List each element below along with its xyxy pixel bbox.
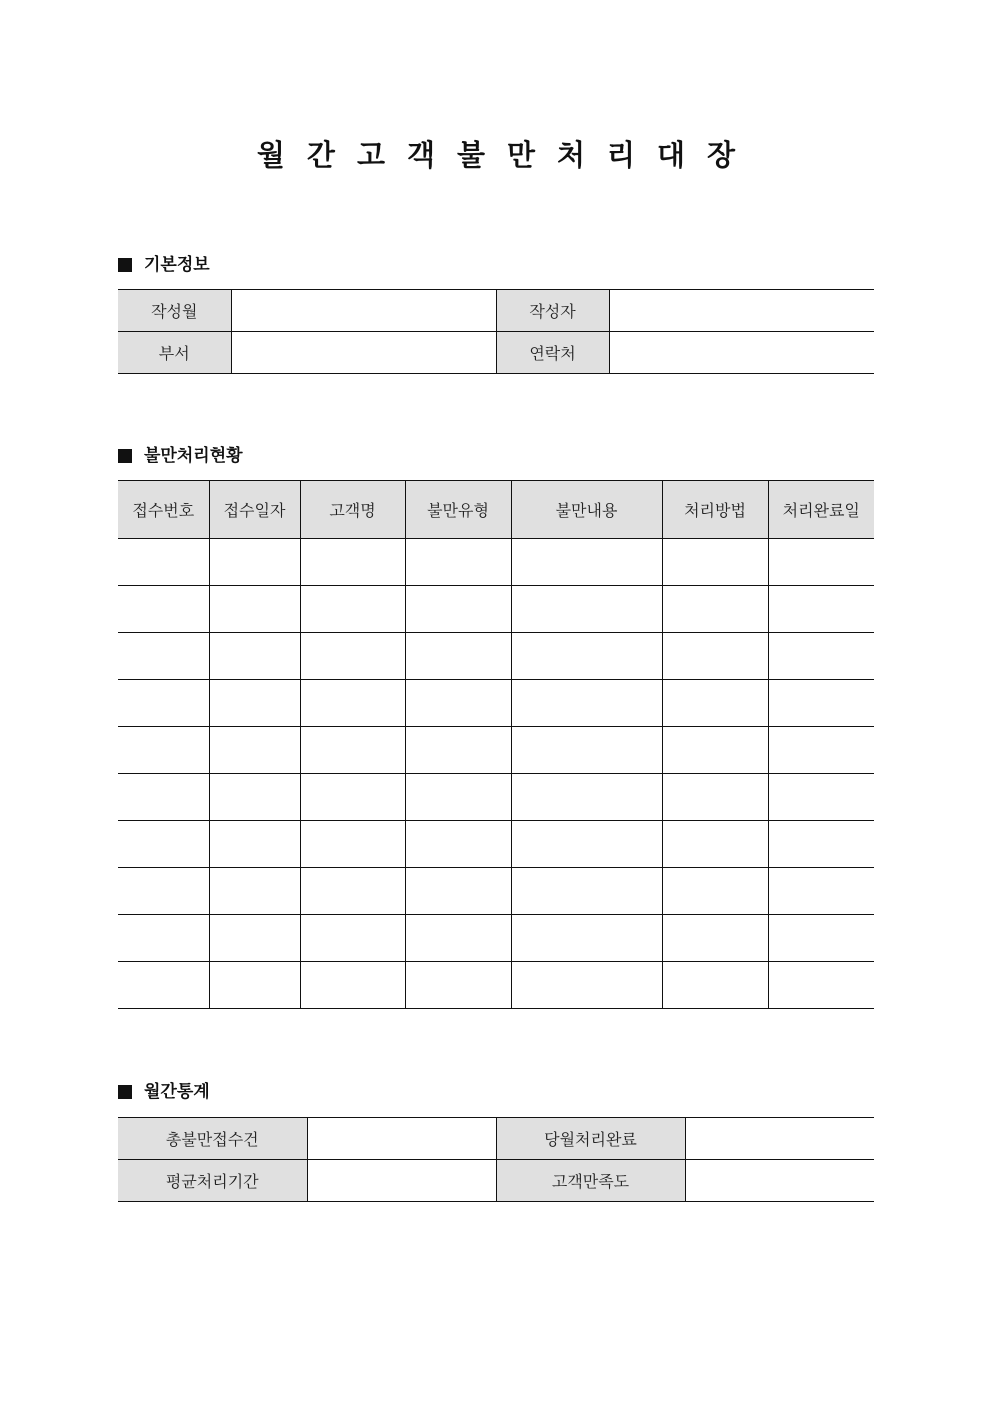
cell-receipt-date[interactable] <box>209 868 300 915</box>
table-row <box>118 290 874 332</box>
field-writing-month[interactable] <box>231 290 496 332</box>
cell-customer-name[interactable] <box>300 868 405 915</box>
square-bullet-icon <box>118 258 132 272</box>
label-cell-customer-satisfaction: 고객만족도 <box>496 1160 685 1202</box>
cell-receipt-no[interactable] <box>118 868 209 915</box>
cell-complaint-content[interactable] <box>511 774 662 821</box>
column-header-receipt-date: 접수일자 <box>209 481 300 539</box>
column-header-completion-date: 처리완료일 <box>768 481 874 539</box>
cell-completion-date[interactable] <box>768 539 874 586</box>
cell-complaint-type[interactable] <box>405 586 511 633</box>
cell-receipt-date[interactable] <box>209 633 300 680</box>
table-row <box>118 1118 874 1160</box>
cell-handling-method[interactable] <box>662 680 768 727</box>
cell-receipt-date[interactable] <box>209 586 300 633</box>
cell-completion-date[interactable] <box>768 868 874 915</box>
label-cell-contact: 연락처 <box>496 332 609 374</box>
cell-complaint-type[interactable] <box>405 962 511 1009</box>
cell-handling-method[interactable] <box>662 539 768 586</box>
column-header-receipt-no: 접수번호 <box>118 481 209 539</box>
column-header-complaint-content: 불만내용 <box>511 481 662 539</box>
cell-receipt-no[interactable] <box>118 774 209 821</box>
table-row <box>118 1160 874 1202</box>
table-row <box>118 680 874 727</box>
cell-receipt-date[interactable] <box>209 680 300 727</box>
cell-handling-method[interactable] <box>662 962 768 1009</box>
cell-receipt-date[interactable] <box>209 774 300 821</box>
cell-completion-date[interactable] <box>768 915 874 962</box>
cell-complaint-content[interactable] <box>511 868 662 915</box>
cell-receipt-no[interactable] <box>118 962 209 1009</box>
cell-completion-date[interactable] <box>768 586 874 633</box>
table-row <box>118 539 874 586</box>
cell-handling-method[interactable] <box>662 821 768 868</box>
cell-handling-method[interactable] <box>662 586 768 633</box>
complaint-status-table <box>118 480 874 1009</box>
cell-receipt-date[interactable] <box>209 539 300 586</box>
cell-complaint-type[interactable] <box>405 539 511 586</box>
cell-complaint-content[interactable] <box>511 962 662 1009</box>
square-bullet-icon <box>118 1085 132 1099</box>
cell-complaint-content[interactable] <box>511 633 662 680</box>
field-author[interactable] <box>609 290 874 332</box>
table-row <box>118 332 874 374</box>
field-total-complaints[interactable] <box>307 1118 496 1160</box>
field-completed-this-month[interactable] <box>685 1118 874 1160</box>
cell-customer-name[interactable] <box>300 633 405 680</box>
cell-receipt-no[interactable] <box>118 680 209 727</box>
cell-customer-name[interactable] <box>300 586 405 633</box>
document-title: 월간고객불만처리대장 <box>256 138 758 172</box>
cell-complaint-content[interactable] <box>511 821 662 868</box>
cell-customer-name[interactable] <box>300 962 405 1009</box>
cell-receipt-no[interactable] <box>118 539 209 586</box>
cell-receipt-date[interactable] <box>209 915 300 962</box>
cell-complaint-type[interactable] <box>405 821 511 868</box>
cell-customer-name[interactable] <box>300 680 405 727</box>
label-cell-department: 부서 <box>118 332 231 374</box>
label-cell-completed-this-month: 당월처리완료 <box>496 1118 685 1160</box>
cell-receipt-no[interactable] <box>118 821 209 868</box>
section-heading-label: 월간통계 <box>144 1082 210 1102</box>
label-cell-total-complaints: 총불만접수건 <box>118 1118 307 1160</box>
field-customer-satisfaction[interactable] <box>685 1160 874 1202</box>
column-header-handling-method: 처리방법 <box>662 481 768 539</box>
cell-complaint-content[interactable] <box>511 680 662 727</box>
cell-receipt-no[interactable] <box>118 915 209 962</box>
cell-completion-date[interactable] <box>768 633 874 680</box>
cell-complaint-content[interactable] <box>511 915 662 962</box>
cell-completion-date[interactable] <box>768 821 874 868</box>
square-bullet-icon <box>118 449 132 463</box>
cell-complaint-type[interactable] <box>405 727 511 774</box>
cell-receipt-date[interactable] <box>209 727 300 774</box>
section-heading-label: 불만처리현황 <box>144 446 243 466</box>
cell-handling-method[interactable] <box>662 774 768 821</box>
cell-complaint-content[interactable] <box>511 586 662 633</box>
section-heading-basic-info <box>118 254 210 276</box>
cell-complaint-type[interactable] <box>405 868 511 915</box>
label-cell-author: 작성자 <box>496 290 609 332</box>
cell-completion-date[interactable] <box>768 680 874 727</box>
cell-handling-method[interactable] <box>662 915 768 962</box>
table-row <box>118 727 874 774</box>
label-cell-avg-processing-time: 평균처리기간 <box>118 1160 307 1202</box>
cell-customer-name[interactable] <box>300 774 405 821</box>
cell-complaint-type[interactable] <box>405 633 511 680</box>
cell-receipt-no[interactable] <box>118 586 209 633</box>
table-row <box>118 821 874 868</box>
table-header-row <box>118 481 874 539</box>
basic-info-table <box>118 289 874 374</box>
field-contact[interactable] <box>609 332 874 374</box>
cell-customer-name[interactable] <box>300 915 405 962</box>
cell-receipt-date[interactable] <box>209 962 300 1009</box>
table-row <box>118 868 874 915</box>
cell-handling-method[interactable] <box>662 868 768 915</box>
column-header-customer-name: 고객명 <box>300 481 405 539</box>
cell-handling-method[interactable] <box>662 727 768 774</box>
cell-complaint-content[interactable] <box>511 539 662 586</box>
table-row <box>118 915 874 962</box>
section-heading-monthly-stats <box>118 1081 210 1103</box>
cell-receipt-date[interactable] <box>209 821 300 868</box>
cell-customer-name[interactable] <box>300 727 405 774</box>
column-header-complaint-type: 불만유형 <box>405 481 511 539</box>
monthly-stats-table <box>118 1117 874 1202</box>
cell-completion-date[interactable] <box>768 774 874 821</box>
cell-complaint-type[interactable] <box>405 915 511 962</box>
table-row <box>118 962 874 1009</box>
cell-handling-method[interactable] <box>662 633 768 680</box>
table-row <box>118 633 874 680</box>
cell-complaint-type[interactable] <box>405 774 511 821</box>
table-row <box>118 774 874 821</box>
label-cell-writing-month: 작성월 <box>118 290 231 332</box>
section-heading-status <box>118 445 243 467</box>
cell-receipt-no[interactable] <box>118 633 209 680</box>
cell-complaint-content[interactable] <box>511 727 662 774</box>
field-department[interactable] <box>231 332 496 374</box>
table-row <box>118 586 874 633</box>
cell-receipt-no[interactable] <box>118 727 209 774</box>
section-heading-label: 기본정보 <box>144 255 210 275</box>
cell-complaint-type[interactable] <box>405 680 511 727</box>
cell-customer-name[interactable] <box>300 539 405 586</box>
cell-customer-name[interactable] <box>300 821 405 868</box>
cell-completion-date[interactable] <box>768 962 874 1009</box>
field-avg-processing-time[interactable] <box>307 1160 496 1202</box>
cell-completion-date[interactable] <box>768 727 874 774</box>
